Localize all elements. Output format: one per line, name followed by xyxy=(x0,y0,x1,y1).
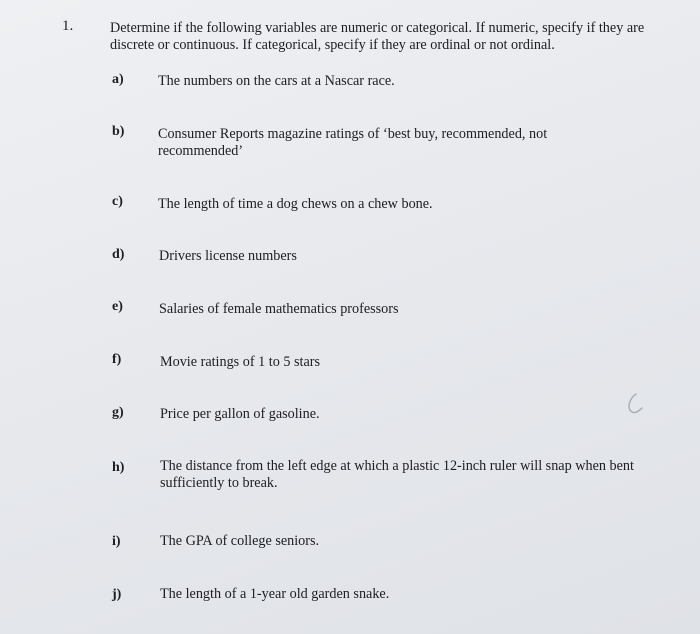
item-text: Price per gallon of gasoline. xyxy=(160,406,320,422)
item-text: Consumer Reports magazine ratings of ‘best buy, recommended, not recommended’ xyxy=(158,126,548,159)
item-letter: b) xyxy=(112,124,125,139)
question-instructions: Determine if the following variables are numeric or categorical. If numeric, specify if they are discrete or continuous. If categorical, specify if they are ordinal or not ordinal. xyxy=(110,20,645,53)
question-number: 1. xyxy=(62,18,74,34)
item-text: The length of a 1-year old garden snake. xyxy=(160,586,390,602)
pencil-mark-icon xyxy=(622,388,652,418)
item-letter: h) xyxy=(112,460,125,475)
item-letter: i) xyxy=(112,534,121,549)
item-text: The numbers on the cars at a Nascar race. xyxy=(158,73,395,89)
item-text: The length of time a dog chews on a chew bone. xyxy=(158,196,433,212)
item-text: The GPA of college seniors. xyxy=(160,533,320,549)
item-letter: e) xyxy=(112,299,123,314)
item-letter: g) xyxy=(112,405,124,420)
item-letter: d) xyxy=(112,247,125,262)
item-text: Salaries of female mathematics professors xyxy=(159,301,399,317)
item-letter: j) xyxy=(112,587,122,602)
item-text: Drivers license numbers xyxy=(159,248,297,264)
item-text: Movie ratings of 1 to 5 stars xyxy=(160,354,320,370)
item-letter: a) xyxy=(112,72,124,87)
item-letter: f) xyxy=(112,352,122,367)
item-letter: c) xyxy=(112,194,123,209)
item-text: The distance from the left edge at which a plastic 12-inch ruler will snap when bent sufficiently to break. xyxy=(160,458,634,491)
